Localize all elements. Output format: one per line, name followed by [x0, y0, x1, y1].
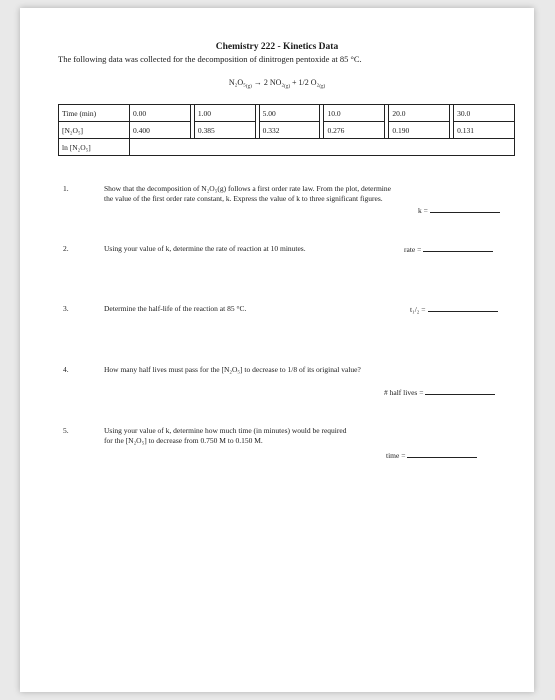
answer-blank[interactable] — [407, 450, 477, 458]
answer-label: k = — [418, 206, 428, 215]
question-2-number: 2. — [63, 244, 69, 253]
intro-text: The following data was collected for the decomposition of dinitrogen pentoxide at 85 °C. — [58, 54, 362, 64]
question-5-number: 5. — [63, 426, 69, 435]
question-3-number: 3. — [63, 304, 69, 313]
time-cell: 0.00 — [130, 105, 191, 122]
time-cell: 20.0 — [389, 105, 450, 122]
answer-label: time = — [386, 451, 406, 460]
time-cell: 5.00 — [259, 105, 320, 122]
answer-blank[interactable] — [425, 387, 495, 395]
row-label-time: Time (min) — [59, 105, 130, 122]
time-cell: 30.0 — [454, 105, 515, 122]
question-4-number: 4. — [63, 365, 69, 374]
answer-blank[interactable] — [430, 205, 500, 213]
table-row-ln-concentration — [59, 139, 515, 156]
question-1-text — [104, 184, 504, 204]
conc-cell: 0.131 — [454, 122, 515, 139]
question-4-text: How many half lives must pass for the [N₂O₅] to decrease to 1/8 of its original value? — [104, 365, 361, 374]
question-1-number: 1. — [63, 184, 69, 193]
time-cell: 1.00 — [194, 105, 255, 122]
reactant: N₂O₅ — [228, 78, 246, 87]
plus-sign: + — [292, 78, 297, 87]
product-no2: 2 NO₂ — [263, 78, 285, 87]
answer-blank[interactable] — [428, 304, 498, 312]
question-1-line-2: the value of the first order rate constant, k. Express the value of k to three significant figures. — [104, 194, 383, 203]
table-row-concentration — [59, 122, 515, 139]
ln-row-empty — [130, 139, 515, 156]
answer-label: # half lives = — [384, 388, 424, 397]
row-label-ln-concentration: ln [N₂O₅] — [59, 139, 130, 156]
conc-cell: 0.190 — [389, 122, 450, 139]
question-2-answer — [404, 244, 493, 254]
conc-cell: 0.385 — [194, 122, 255, 139]
question-4-answer — [384, 387, 495, 397]
question-5-line-1: Using your value of k, determine how much time (in minutes) would be required — [104, 426, 347, 435]
product-o2-state: (g) — [319, 84, 326, 90]
product-o2: 1/2 O₂ — [298, 78, 320, 87]
answer-label: t₁/₂ = — [410, 305, 426, 314]
conc-cell: 0.332 — [259, 122, 320, 139]
question-1-answer — [418, 205, 500, 215]
reactant-state: (g) — [245, 84, 252, 90]
table-row-time — [59, 105, 515, 122]
question-5-answer — [386, 450, 477, 460]
reaction-arrow: → — [253, 78, 262, 87]
conc-cell: 0.276 — [324, 122, 385, 139]
worksheet-page — [20, 8, 534, 692]
question-3-answer — [410, 304, 498, 314]
question-5-text — [104, 426, 464, 446]
answer-blank[interactable] — [423, 244, 493, 252]
question-5-line-2: for the [N₂O₅] to decrease from 0.750 M to 0.150 M. — [104, 436, 263, 445]
question-2-text: Using your value of k, determine the rate of reaction at 10 minutes. — [104, 244, 306, 253]
question-3-text: Determine the half-life of the reaction at 85 °C. — [104, 304, 247, 313]
reaction-equation — [20, 78, 534, 90]
page-title: Chemistry 222 - Kinetics Data — [215, 42, 339, 52]
row-label-concentration: [N₂O₅] — [59, 122, 130, 139]
time-cell: 10.0 — [324, 105, 385, 122]
conc-cell: 0.400 — [130, 122, 191, 139]
product-no2-state: (g) — [284, 84, 290, 90]
kinetics-data-table — [58, 104, 515, 156]
question-1-line-1: Show that the decomposition of N₂O₅(g) follows a first order rate law. From the plot, determine — [104, 184, 391, 193]
answer-label: rate = — [404, 245, 422, 254]
